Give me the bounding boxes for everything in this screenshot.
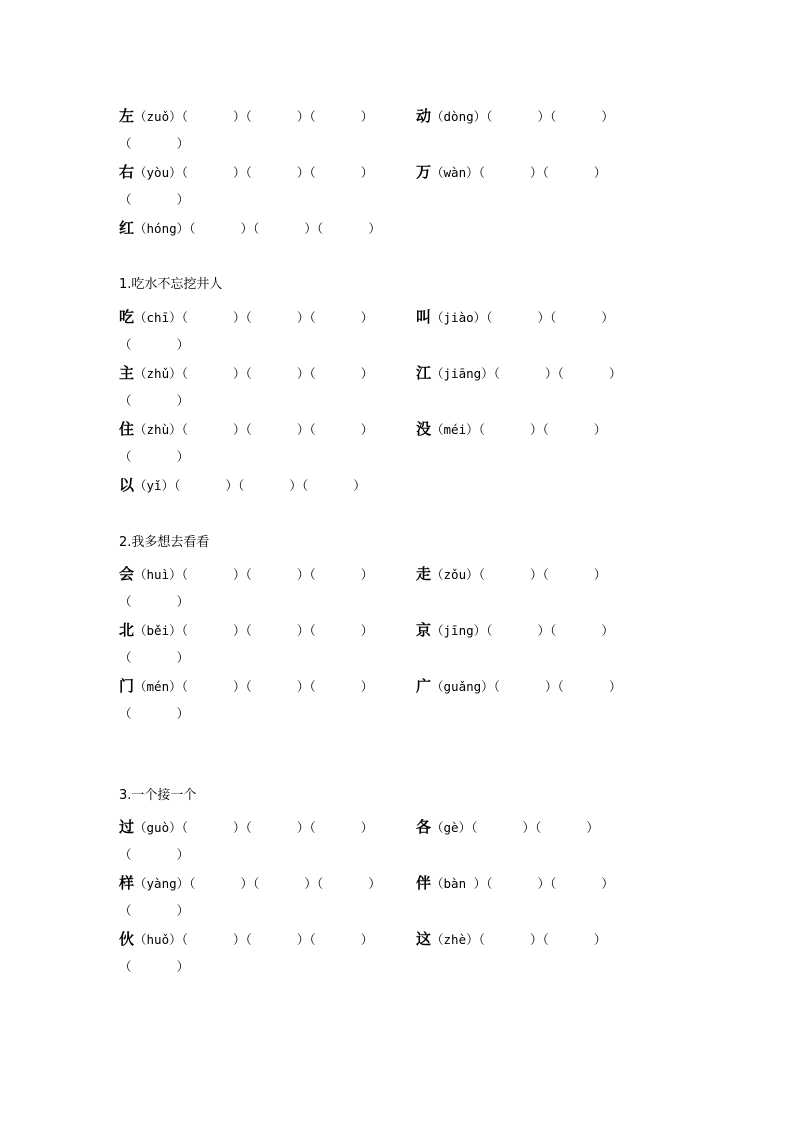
answer-blanks: （ ）（ ）（ ） [181, 310, 374, 325]
vocab-row [119, 563, 679, 585]
answer-blanks: （ ）（ ）（ ） [174, 478, 366, 493]
vocab-row [119, 675, 679, 697]
answer-blanks: （ ）（ ）（ ） [181, 366, 374, 381]
answer-blanks: （ ）（ ）（ ） [189, 876, 381, 891]
vocab-entry-left [119, 928, 373, 951]
pinyin-label: （yàng） [134, 876, 190, 891]
pinyin-label: （běi） [134, 623, 182, 638]
vocab-entry-right [416, 161, 606, 184]
continued-blank: （ ） [119, 393, 190, 408]
answer-blanks: （ ）（ ）（ ） [181, 679, 374, 694]
pinyin-label: （mén） [134, 679, 182, 694]
vocab-row [119, 217, 679, 239]
continued-blank: （ ） [119, 959, 190, 974]
answer-blanks: （ ）（ ） [486, 310, 614, 325]
hanzi-character: 各 [416, 818, 432, 836]
vocab-entry-left [119, 816, 373, 839]
hanzi-character: 门 [119, 677, 135, 695]
hanzi-character: 走 [416, 565, 432, 583]
continued-blank: （ ） [119, 449, 190, 464]
vocab-entry-right [416, 675, 621, 698]
hanzi-character: 过 [119, 818, 135, 836]
pinyin-label: （zhǔ） [134, 366, 182, 381]
answer-blanks: （ ）（ ）（ ） [181, 422, 374, 437]
answer-blanks: （ ）（ ）（ ） [181, 165, 374, 180]
continued-blank: （ ） [119, 903, 190, 918]
vocab-entry-left [119, 563, 373, 586]
vocab-entry-left [119, 675, 373, 698]
pinyin-label: （huì） [134, 567, 182, 582]
vocab-entry-left [119, 362, 373, 385]
continued-blank: （ ） [119, 650, 190, 665]
answer-blanks: （ ）（ ）（ ） [181, 109, 374, 124]
continued-blank: （ ） [119, 706, 190, 721]
vocab-row [119, 306, 679, 328]
hanzi-character: 没 [416, 420, 432, 438]
vocab-entry-right [416, 619, 614, 642]
section-title: 3.一个接一个 [119, 788, 197, 803]
pinyin-label: （jiāng） [431, 366, 494, 381]
pinyin-label: （yǐ） [134, 478, 175, 493]
hanzi-character: 叫 [416, 308, 432, 326]
vocab-row [119, 161, 679, 183]
hanzi-character: 江 [416, 364, 432, 382]
hanzi-character: 吃 [119, 308, 135, 326]
pinyin-label: （zuǒ） [134, 109, 182, 124]
vocab-row [119, 105, 679, 127]
vocab-entry-right [416, 872, 614, 895]
hanzi-character: 伴 [416, 874, 432, 892]
vocab-row [119, 816, 679, 838]
answer-blanks: （ ）（ ） [493, 366, 622, 381]
pinyin-label: （guǎng） [431, 679, 494, 694]
vocab-row [119, 928, 679, 950]
pinyin-label: （wàn） [431, 165, 479, 180]
pinyin-label: （chī） [134, 310, 182, 325]
vocab-row [119, 418, 679, 440]
answer-blanks: （ ）（ ） [486, 876, 614, 891]
pinyin-label: （jīng） [431, 623, 487, 638]
answer-blanks: （ ）（ ） [471, 820, 599, 835]
continued-blank: （ ） [119, 847, 190, 862]
section-title: 1.吃水不忘挖井人 [119, 277, 223, 292]
hanzi-character: 主 [119, 364, 135, 382]
pinyin-label: （huǒ） [134, 932, 182, 947]
vocab-entry-left [119, 161, 373, 184]
hanzi-character: 以 [119, 476, 135, 494]
section-title: 2.我多想去看看 [119, 535, 210, 550]
vocab-entry-left [119, 105, 373, 128]
hanzi-character: 会 [119, 565, 135, 583]
vocab-entry-left [119, 872, 381, 895]
vocab-entry-right [416, 563, 606, 586]
vocab-entry-right [416, 105, 614, 128]
answer-blanks: （ ）（ ） [478, 165, 607, 180]
answer-blanks: （ ）（ ） [493, 679, 622, 694]
hanzi-character: 住 [119, 420, 135, 438]
vocab-entry-right [416, 418, 606, 441]
pinyin-label: （zǒu） [431, 567, 479, 582]
vocab-entry-right [416, 362, 621, 385]
vocab-entry-left [119, 306, 373, 329]
continued-blank: （ ） [119, 337, 190, 352]
pinyin-label: （yòu） [134, 165, 182, 180]
pinyin-label: （dòng） [431, 109, 487, 124]
vocab-entry-left [119, 217, 381, 240]
answer-blanks: （ ）（ ） [478, 422, 607, 437]
hanzi-character: 广 [416, 677, 432, 695]
answer-blanks: （ ）（ ）（ ） [181, 623, 374, 638]
pinyin-label: （bàn ） [431, 876, 487, 891]
answer-blanks: （ ）（ ） [486, 109, 614, 124]
hanzi-character: 万 [416, 163, 432, 181]
hanzi-character: 样 [119, 874, 135, 892]
pinyin-label: （hóng） [134, 221, 190, 236]
answer-blanks: （ ）（ ） [478, 932, 607, 947]
hanzi-character: 这 [416, 930, 432, 948]
continued-blank: （ ） [119, 594, 190, 609]
hanzi-character: 北 [119, 621, 135, 639]
answer-blanks: （ ）（ ） [486, 623, 614, 638]
vocab-row [119, 619, 679, 641]
pinyin-label: （guò） [134, 820, 182, 835]
answer-blanks: （ ）（ ）（ ） [181, 567, 374, 582]
hanzi-character: 动 [416, 107, 432, 125]
answer-blanks: （ ）（ ） [478, 567, 607, 582]
vocab-entry-left [119, 418, 373, 441]
answer-blanks: （ ）（ ）（ ） [181, 820, 374, 835]
continued-blank: （ ） [119, 192, 190, 207]
vocab-entry-right [416, 306, 614, 329]
vocab-entry-right [416, 816, 599, 839]
continued-blank: （ ） [119, 136, 190, 151]
vocab-row [119, 474, 679, 496]
answer-blanks: （ ）（ ）（ ） [189, 221, 381, 236]
pinyin-label: （zhè） [431, 932, 479, 947]
vocab-entry-left [119, 619, 373, 642]
pinyin-label: （méi） [431, 422, 479, 437]
vocab-row [119, 872, 679, 894]
vocab-entry-right [416, 928, 606, 951]
hanzi-character: 红 [119, 219, 135, 237]
hanzi-character: 京 [416, 621, 432, 639]
answer-blanks: （ ）（ ）（ ） [181, 932, 374, 947]
pinyin-label: （gè） [431, 820, 472, 835]
vocab-entry-left [119, 474, 366, 497]
hanzi-character: 左 [119, 107, 135, 125]
hanzi-character: 右 [119, 163, 135, 181]
pinyin-label: （zhù） [134, 422, 182, 437]
pinyin-label: （jiào） [431, 310, 487, 325]
vocab-row [119, 362, 679, 384]
hanzi-character: 伙 [119, 930, 135, 948]
